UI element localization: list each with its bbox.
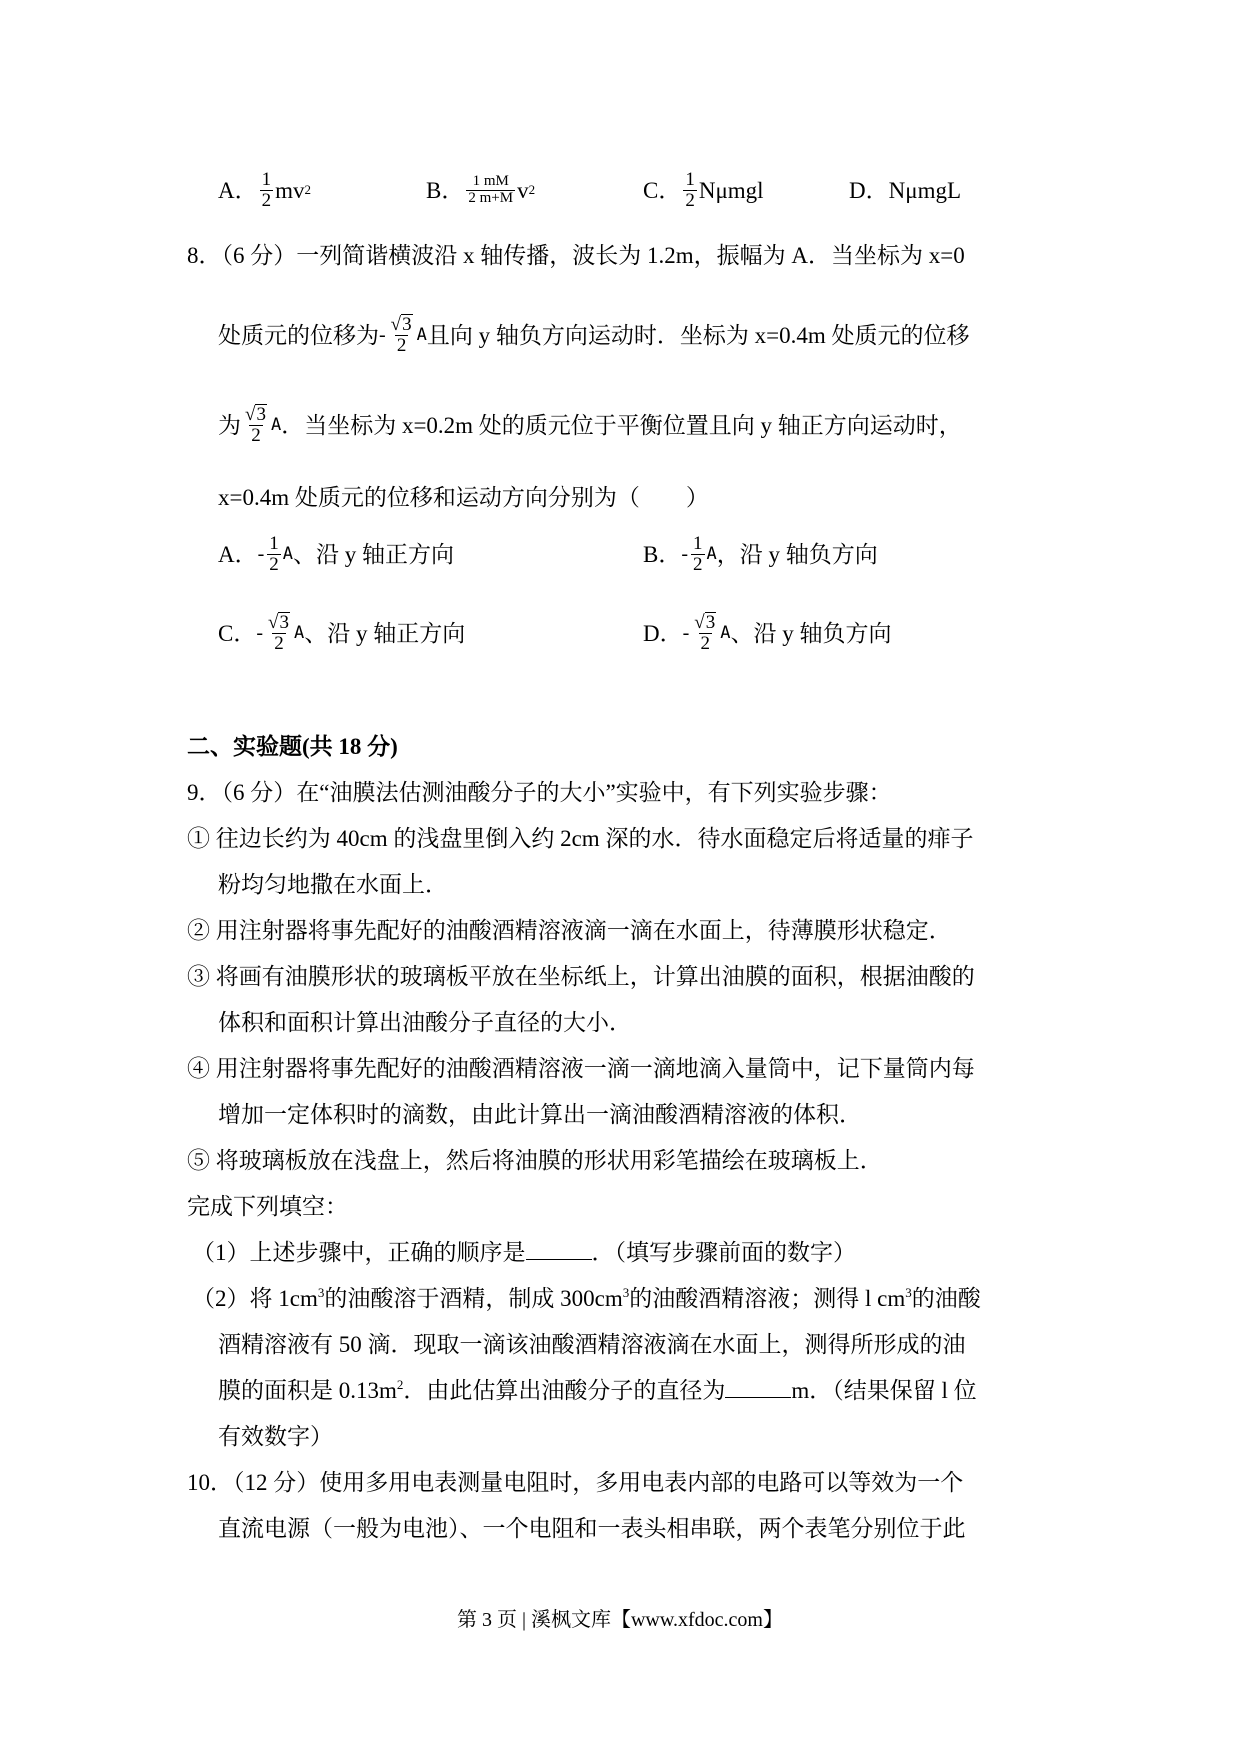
q9-step-5: ⑤ 将玻璃板放在浅盘上，然后将油膜的形状用彩笔描绘在玻璃板上． xyxy=(187,1148,883,1173)
q8-line-1: 8．（6 分）一列简谐横波沿 x 轴传播，波长为 1.2m，振幅为 A．当坐标为 x=0 xyxy=(187,243,965,268)
option-label: B． xyxy=(643,541,682,567)
option-text: 、沿 y 轴负方向 xyxy=(730,620,892,646)
option-text: ，沿 y 轴负方向 xyxy=(716,541,878,567)
q9-part-2-cont-2: 膜的面积是 $0.13m^2$．由此估算出油酸分子的直径为 m．（结果保留 l 位 xyxy=(218,1377,977,1403)
amplitude-symbol: A xyxy=(706,543,717,564)
answer-blank[interactable] xyxy=(526,1241,592,1260)
fraction-sqrt3-over-2: √ 3 2 xyxy=(268,612,289,654)
q9-fill-instruction: 完成下列填空： xyxy=(187,1194,348,1219)
option-text: 、沿 y 轴正方向 xyxy=(293,541,455,567)
text: 为 xyxy=(218,412,241,438)
answer-blank[interactable] xyxy=(725,1379,791,1398)
q8-option-c xyxy=(218,608,465,658)
q9-step-3: ③ 将画有油膜形状的玻璃板平放在坐标纸上，计算出油膜的面积，根据油酸的 xyxy=(187,964,975,989)
q8-line-2 xyxy=(218,310,969,360)
expression: mv xyxy=(275,177,305,203)
expression: v xyxy=(517,177,529,203)
q7-option-c xyxy=(643,170,764,210)
q7-option-a: A． $\frac{1}{2}$ mv 2 xyxy=(218,168,312,211)
option-label: C． xyxy=(218,620,257,646)
minus-sign: - xyxy=(682,622,690,644)
fraction-sqrt3-over-2: √ 3 2 xyxy=(245,404,266,446)
option-label: A． xyxy=(218,177,258,203)
q8-option-b xyxy=(643,532,878,576)
option-text: 、沿 y 轴正方向 xyxy=(304,620,466,646)
q9-step-4-cont: 增加一定体积时的滴数，由此计算出一滴油酸酒精溶液的体积． xyxy=(218,1102,862,1127)
sqrt-icon: √ xyxy=(245,404,256,426)
q10-line-2: 直流电源（一般为电池）、一个电阻和一表头相串联，两个表笔分别位于此 xyxy=(218,1516,966,1541)
q9-part-2: （2）将 $1cm^3$的油酸溶于酒精，制成 $300cm^3$的油酸酒精溶液；测得 l $cm^3$的油酸 xyxy=(192,1285,981,1311)
amplitude-symbol: A xyxy=(720,622,731,643)
q7-option-d xyxy=(849,170,961,210)
text: 处质元的位移为 xyxy=(218,322,379,348)
expression: Nμmgl xyxy=(698,177,764,203)
q7-option-b: B． $\frac{1 mM}{2 m+M}$ v 2 xyxy=(426,172,536,206)
amplitude-symbol: A xyxy=(270,414,282,435)
sqrt-icon: √ xyxy=(268,612,279,634)
q9-part-2-cont-3: 有效数字） xyxy=(218,1424,333,1449)
expression: NμmgL xyxy=(888,177,962,203)
text: ．当坐标为 x=0.2m 处的质元位于平衡位置且向 y 轴正方向运动时， xyxy=(281,412,962,438)
option-label: D． xyxy=(849,177,889,203)
fraction: $\frac{1}{2}$ xyxy=(693,532,703,575)
fraction-sqrt3-over-2: √ 3 2 xyxy=(694,612,716,654)
option-label: A． xyxy=(218,541,258,567)
fraction-sqrt3-over-2: √ 3 2 xyxy=(390,314,412,356)
option-label: C． xyxy=(643,177,682,203)
q8-line-3 xyxy=(218,400,962,450)
fraction: $\frac{1}{2}$ xyxy=(685,168,695,211)
minus-sign: - xyxy=(681,543,689,565)
q9-step-1-cont: 粉均匀地撒在水面上． xyxy=(218,872,448,897)
q9-intro: 9．（6 分）在“油膜法估测油酸分子的大小”实验中，有下列实验步骤： xyxy=(187,780,892,805)
option-label: B． xyxy=(426,177,465,203)
amplitude-symbol: A xyxy=(416,324,427,345)
q8-line-4: x=0.4m 处质元的位移和运动方向分别为（ ） xyxy=(218,485,709,510)
amplitude-symbol: A xyxy=(282,543,294,564)
minus-sign: - xyxy=(257,543,265,565)
amplitude-symbol: A xyxy=(293,622,305,643)
fraction: $\frac{1}{2}$ xyxy=(269,532,279,575)
minus-sign: - xyxy=(379,324,386,346)
sqrt-icon: √ xyxy=(390,314,402,336)
sqrt-icon: √ xyxy=(694,612,705,634)
page-footer: 第 3 页 | 溪枫文库【www.xfdoc.com】 xyxy=(456,1609,783,1631)
fraction: $\frac{1 mM}{2 m+M}$ xyxy=(468,172,514,206)
q9-step-4: ④ 用注射器将事先配好的油酸酒精溶液一滴一滴地滴入量筒中，记下量筒内每 xyxy=(187,1056,975,1081)
q9-part-1: （1）上述步骤中，正确的顺序是 ．（填写步骤前面的数字） xyxy=(192,1240,856,1265)
q9-step-3-cont: 体积和面积计算出油酸分子直径的大小． xyxy=(218,1010,632,1035)
q9-step-1: ① 往边长约为 40cm 的浅盘里倒入约 2cm 深的水．待水面稳定后将适量的痱子 xyxy=(187,826,974,851)
option-label: D． xyxy=(643,620,683,646)
q9-step-2: ② 用注射器将事先配好的油酸酒精溶液滴一滴在水面上，待薄膜形状稳定． xyxy=(187,918,952,943)
q8-option-d xyxy=(643,608,891,658)
q9-part-2-cont: 酒精溶液有 50 滴．现取一滴该油酸酒精溶液滴在水面上，测得所形成的油 xyxy=(218,1332,966,1357)
section-heading: 二、实验题(共 18 分) xyxy=(187,734,398,759)
q10-line-1: 10．（12 分）使用多用电表测量电阻时，多用电表内部的电路可以等效为一个 xyxy=(187,1470,964,1495)
text: 且向 y 轴负方向运动时．坐标为 x=0.4m 处质元的位移 xyxy=(426,322,970,348)
minus-sign: - xyxy=(256,622,264,644)
q8-option-a xyxy=(218,532,454,576)
fraction: $\frac{1}{2}$ xyxy=(261,168,272,211)
